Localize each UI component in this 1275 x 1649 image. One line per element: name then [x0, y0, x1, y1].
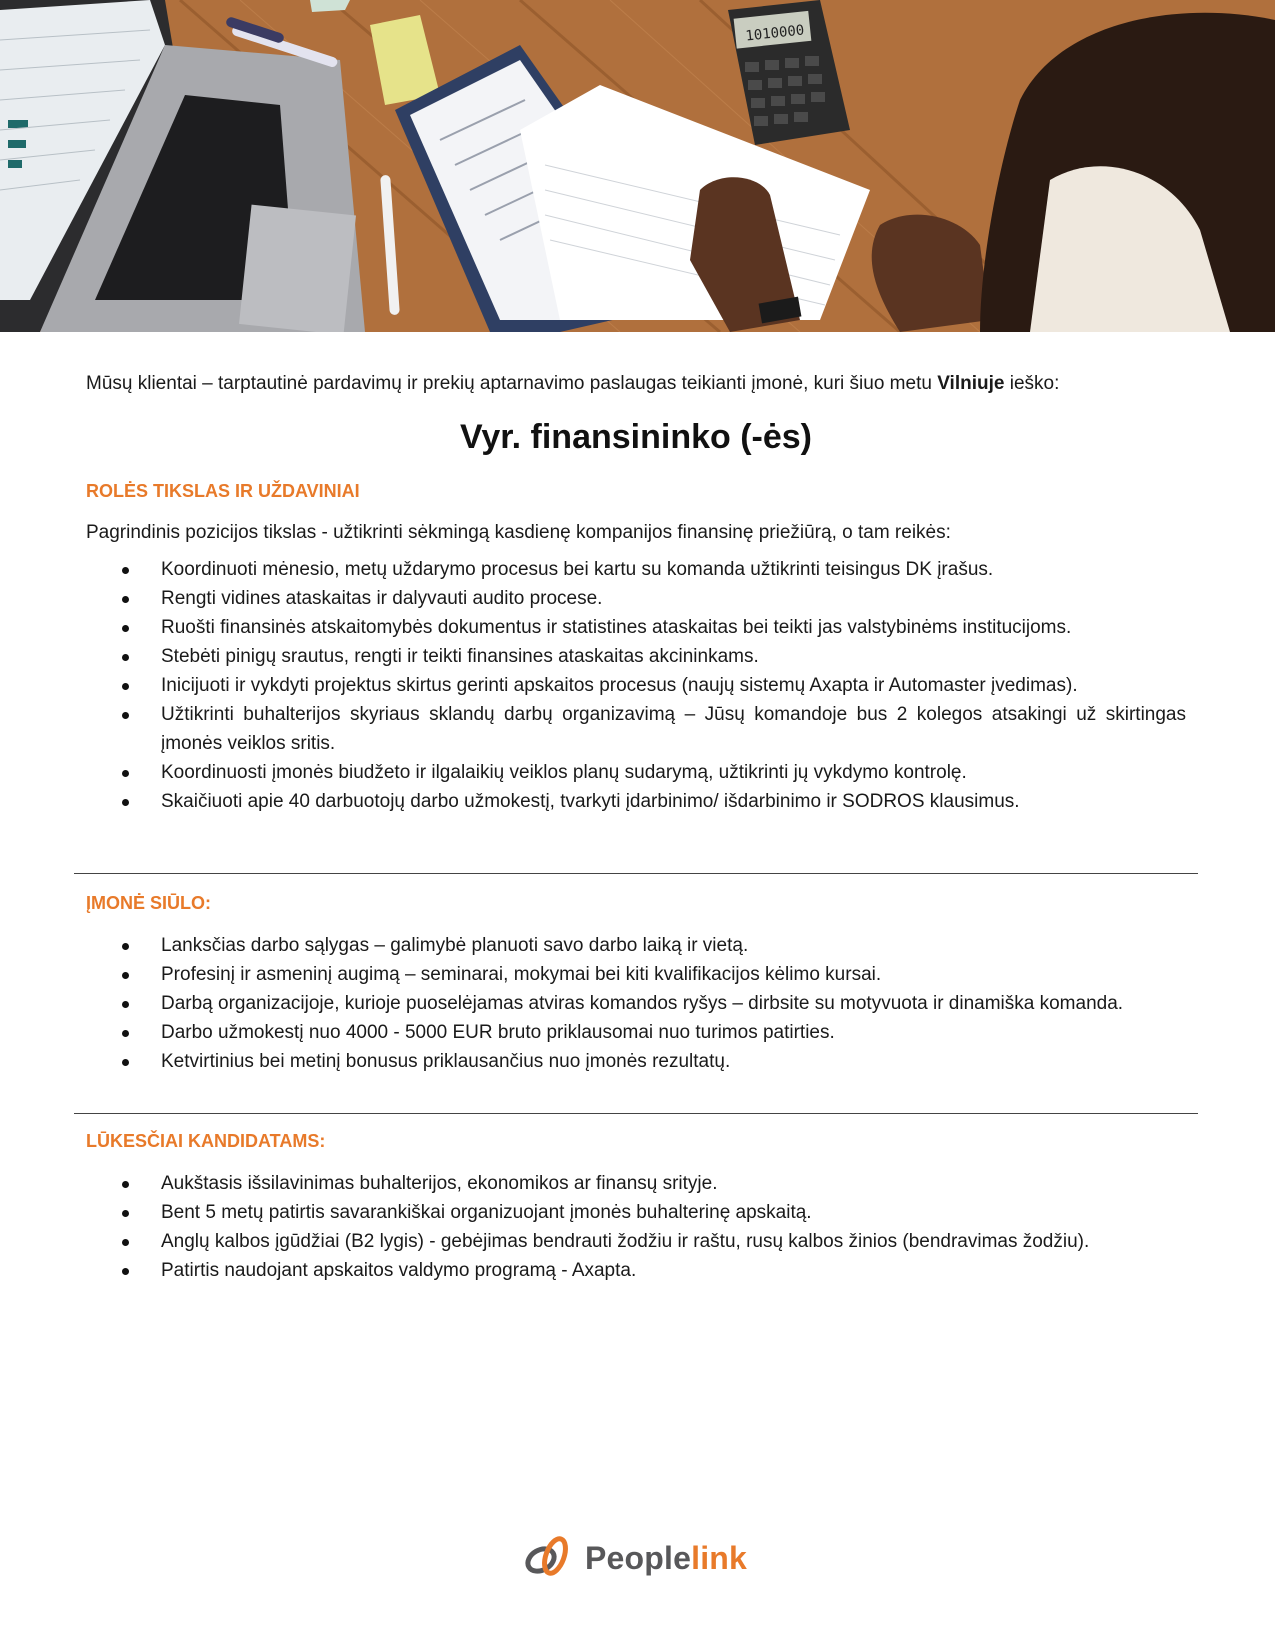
list-item: Stebėti pinigų srautus, rengti ir teikti finansines ataskaitas akcininkams. — [86, 642, 1186, 671]
expectations-list — [86, 1169, 1186, 1285]
intro-city: Vilniuje — [937, 373, 1005, 394]
list-item: Inicijuoti ir vykdyti projektus skirtus gerinti apskaitos procesus (naujų sistemų Axapta ir Automaster įvedimas). — [86, 671, 1186, 700]
intro-block — [86, 372, 1186, 458]
section-divider — [74, 1113, 1198, 1114]
offers-list — [86, 931, 1186, 1076]
list-item: Skaičiuoti apie 40 darbuotojų darbo užmokestį, tvarkyti įdarbinimo/ išdarbinimo ir SODROS klausimus. — [86, 787, 1186, 816]
list-item: Ruošti finansinės atskaitomybės dokumentus ir statistines ataskaitas bei teikti jas valstybinėms institucijoms. — [86, 613, 1186, 642]
list-item: Bent 5 metų patirtis savarankiškai organizuojant įmonės buhalterinę apskaitą. — [86, 1198, 1186, 1227]
list-item: Patirtis naudojant apskaitos valdymo programą - Axapta. — [86, 1256, 1186, 1285]
list-item: Ketvirtinius bei metinį bonusus priklausančius nuo įmonės rezultatų. — [86, 1047, 1186, 1076]
list-item: Koordinuoti mėnesio, metų uždarymo procesus bei kartu su komanda užtikrinti teisingus DK įrašus. — [86, 555, 1186, 584]
list-item: Profesinį ir asmeninį augimą – seminarai, mokymai bei kiti kvalifikacijos kėlimo kursai. — [86, 960, 1186, 989]
logo-wordmark: Peoplelink — [585, 1539, 748, 1576]
list-item: Rengti vidines ataskaitas ir dalyvauti audito procese. — [86, 584, 1186, 613]
peoplelink-logo-icon — [523, 1532, 575, 1584]
job-title: Vyr. finansininko (-ės) — [459, 418, 813, 456]
peoplelink-logo — [523, 1528, 763, 1588]
roles-section — [86, 479, 1186, 816]
expectations-heading: LŪKESČIAI KANDIDATAMS: — [86, 1131, 326, 1151]
list-item: Aukštasis išsilavinimas buhalterijos, ekonomikos ar finansų srityje. — [86, 1169, 1186, 1198]
list-item: Užtikrinti buhalterijos skyriaus sklandų darbų organizavimą – Jūsų komandoje bus 2 kolegos atsakingi už skirtingas įmonės veiklos sritis. — [86, 700, 1186, 758]
roles-heading: ROLĖS TIKSLAS IR UŽDAVINIAI — [86, 481, 360, 501]
offers-section — [86, 891, 1186, 1076]
list-item: Anglų kalbos įgūdžiai (B2 lygis) - gebėjimas bendrauti žodžiu ir raštu, rusų kalbos žinios (bendravimas žodžiu). — [86, 1227, 1186, 1256]
section-divider — [74, 873, 1198, 874]
intro-text: Mūsų klientai – tarptautinė pardavimų ir prekių aptarnavimo paslaugas teikianti įmonė, kuri šiuo metu Vilniuje ieško: — [86, 373, 1060, 394]
list-item: Darbo užmokestį nuo 4000 - 5000 EUR bruto priklausomai nuo turimos patirties. — [86, 1018, 1186, 1047]
hero-image — [0, 0, 1275, 332]
list-item: Lanksčias darbo sąlygas – galimybė planuoti savo darbo laiką ir vietą. — [86, 931, 1186, 960]
list-item: Koordinuosti įmonės biudžeto ir ilgalaikių veiklos planų sudarymą, užtikrinti jų vykdymo kontrolę. — [86, 758, 1186, 787]
calculator-display: 1010000 — [744, 22, 806, 45]
expectations-section — [86, 1129, 1186, 1285]
offers-heading: ĮMONĖ SIŪLO: — [86, 893, 211, 913]
roles-list — [86, 555, 1186, 816]
roles-intro: Pagrindinis pozicijos tikslas - užtikrinti sėkmingą kasdienę kompanijos finansinę priežiūrą, o tam reikės: — [86, 522, 951, 543]
list-item: Darbą organizacijoje, kurioje puoselėjamas atviras komandos ryšys – dirbsite su motyvuota ir dinamiška komanda. — [86, 989, 1186, 1018]
